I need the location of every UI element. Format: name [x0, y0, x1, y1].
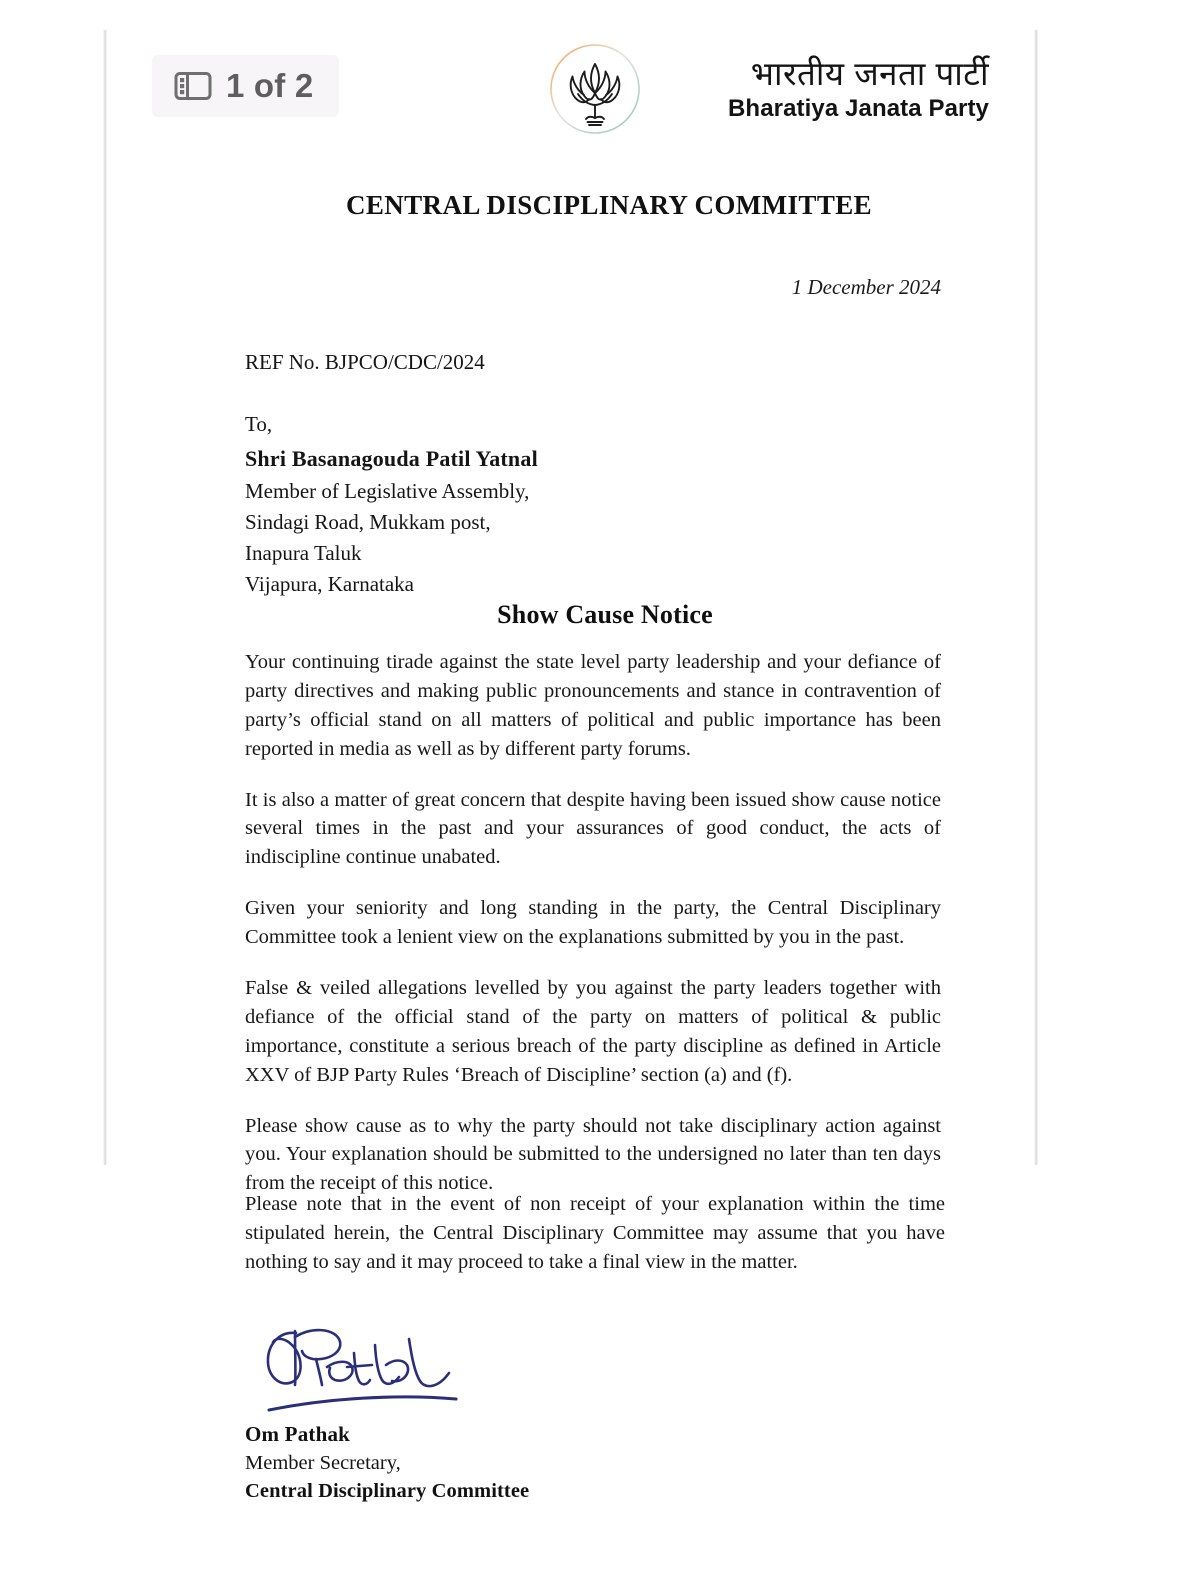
body-paragraph: Given your seniority and long standing in the party, the Central Disciplinary Committee took a lenient view on the explanations submitted by you in the past. [245, 897, 941, 949]
signature-block [245, 1315, 745, 1503]
body-paragraph: False & veiled allegations levelled by you against the party leaders together with defiance of the official stand of the party on matters of political & public importance, constitute a serious breach of the party discipline as defined in Article XXV of BJP Party Rules ‘Breach of Discipline’ section (a) and (f). [245, 977, 941, 1086]
addressee-line: Inapura Taluk [245, 540, 362, 565]
letter-body-page-1 [245, 648, 941, 1198]
subject-heading [0, 600, 1200, 630]
signer-committee: Central Disciplinary Committee [245, 1480, 530, 1502]
body-paragraph: Your continuing tirade against the state level party leadership and your defiance of party directives and making public pronouncements and stance in contravention of party’s official stand on all matters of political and public importance has been reported in media as well as by different party forums. [245, 651, 941, 760]
addressee-name: Shri Basanagouda Patil Yatnal [245, 446, 538, 472]
pages-icon [174, 71, 212, 101]
body-paragraph: Please note that in the event of non receipt of your explanation within the time stipulated herein, the Central Disciplinary Committee may assume that you have nothing to say and it may proceed to take a final view in the matter. [245, 1193, 945, 1273]
body-paragraph: It is also a matter of great concern that despite having been issued show cause notice several times in the past and your assurances of good conduct, the acts of indiscipline continue unabated. [245, 788, 941, 869]
addressee-line: Vijapura, Karnataka [245, 571, 414, 596]
committee-title-text: CENTRAL DISCIPLINARY COMMITTEE [345, 190, 873, 220]
letter-date: 1 December 2024 [791, 275, 941, 299]
body-paragraph: Please show cause as to why the party should not take disciplinary action against you. Your explanation should be submitted to the undersigned no later than ten days from the receipt of this notice. [245, 1114, 941, 1195]
party-name-block [728, 54, 989, 123]
subject-heading-text: Show Cause Notice [497, 600, 713, 629]
page-counter-badge[interactable] [152, 55, 339, 117]
handwritten-signature-icon [245, 1315, 745, 1420]
bjp-lotus-logo-icon [548, 42, 642, 136]
party-name-hindi: भारतीय जनता पार्टी [750, 54, 989, 92]
document-topbar [0, 38, 1200, 148]
letterhead [548, 42, 989, 136]
committee-title [0, 190, 1200, 221]
letter-body-page-2 [245, 1190, 945, 1277]
addressee-line: Member of Legislative Assembly, [245, 478, 530, 503]
party-name-english: Bharatiya Janata Party [728, 95, 989, 123]
signer-name: Om Pathak [245, 1422, 351, 1446]
signer-role: Member Secretary, [245, 1452, 401, 1474]
addressee-line: Sindagi Road, Mukkam post, [245, 509, 491, 534]
salutation: To, [245, 412, 273, 436]
reference-number: REF No. BJPCO/CDC/2024 [245, 350, 485, 374]
addressee-block [245, 409, 538, 600]
page-counter-label: 1 of 2 [226, 67, 314, 104]
